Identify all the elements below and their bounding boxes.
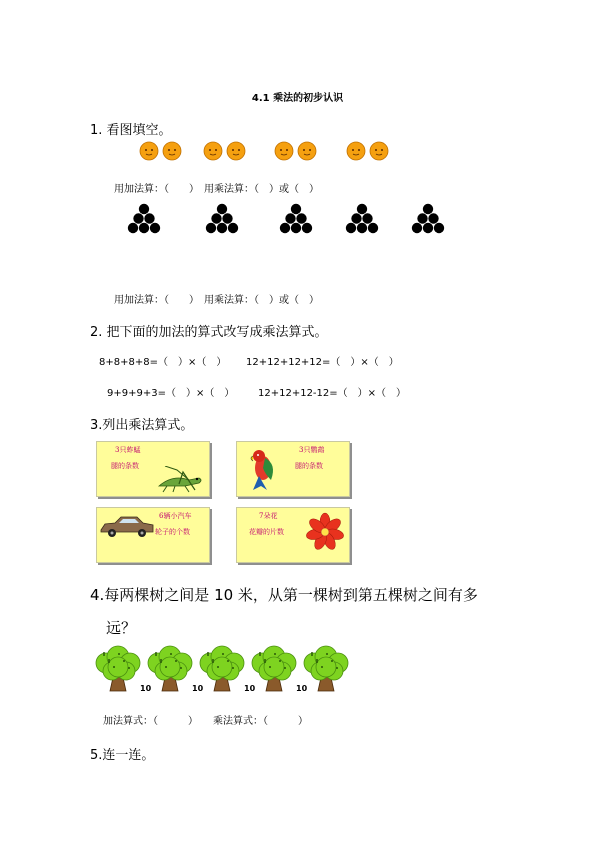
dot — [285, 213, 295, 223]
orange-icon — [347, 142, 365, 160]
card-flower-line2: 花瓣的片数 — [249, 528, 284, 536]
dot — [291, 223, 301, 233]
dot — [423, 223, 433, 233]
dot — [362, 213, 372, 223]
card-car — [96, 507, 210, 563]
card-grasshopper-line2: 腿的条数 — [111, 462, 139, 470]
dot — [217, 204, 227, 214]
q4-heading-line1: 4.每两棵树之间是 10 米，从第一棵树到第五棵树之间有多 — [90, 586, 478, 604]
dot — [357, 223, 367, 233]
dot — [211, 213, 221, 223]
card-parrot — [236, 441, 350, 497]
q3-heading: 3.列出乘法算式。 — [90, 418, 194, 433]
q1-answer-line-a: 用加法算：（ ） 用乘法算：（ ）或（ ） — [114, 184, 319, 195]
orange-icon — [275, 142, 293, 160]
dot-triangle-illustration — [120, 203, 460, 239]
grasshopper-icon — [155, 466, 207, 494]
dot — [150, 223, 160, 233]
q1-heading: 1. 看图填空。 — [90, 123, 172, 138]
tree-icon — [252, 646, 296, 691]
q5-heading: 5.连一连。 — [90, 748, 155, 763]
card-car-line1: 6辆小汽车 — [159, 512, 192, 520]
orange-icon — [227, 142, 245, 160]
dot — [128, 223, 138, 233]
orange-illustration — [138, 140, 398, 162]
tree-icon — [200, 646, 244, 691]
dot — [217, 223, 227, 233]
gap-distance-label: 10 — [192, 684, 204, 693]
dot — [412, 223, 422, 233]
tree-icon — [96, 646, 140, 691]
trees-illustration — [92, 643, 362, 695]
dot — [357, 204, 367, 214]
dot — [139, 223, 149, 233]
dot — [417, 213, 427, 223]
dot — [228, 223, 238, 233]
dot — [368, 223, 378, 233]
orange-icon — [204, 142, 222, 160]
dot — [428, 213, 438, 223]
dot-triangle — [128, 204, 160, 233]
card-flower — [236, 507, 350, 563]
card-flower-line1: 7朵花 — [259, 512, 278, 520]
dot — [291, 204, 301, 214]
dot — [144, 213, 154, 223]
tree-icon — [304, 646, 348, 691]
dot — [280, 223, 290, 233]
dot — [346, 223, 356, 233]
q2-row2-left: 9+9+9+3=（ ）×（ ） — [107, 388, 235, 399]
gap-distance-label: 10 — [140, 684, 152, 693]
orange-icon — [163, 142, 181, 160]
q2-row1-right: 12+12+12+12=（ ）×（ ） — [246, 357, 399, 368]
orange-icon — [140, 142, 158, 160]
q2-row2-right: 12+12+12-12=（ ）×（ ） — [258, 388, 407, 399]
card-parrot-line1: 3只鹦鹉 — [299, 446, 325, 454]
dot — [434, 223, 444, 233]
dot-triangle — [412, 204, 444, 233]
dot-triangle — [206, 204, 238, 233]
q1-answer-line-b: 用加法算：（ ） 用乘法算：（ ）或（ ） — [114, 295, 319, 306]
orange-icon — [298, 142, 316, 160]
card-parrot-line2: 腿的条数 — [295, 462, 323, 470]
dot — [302, 223, 312, 233]
orange-icon — [370, 142, 388, 160]
dot-triangle — [280, 204, 312, 233]
gap-distance-label: 10 — [296, 684, 308, 693]
dot — [206, 223, 216, 233]
q4-answer-line: 加法算式：（ ） 乘法算式：（ ） — [103, 716, 308, 727]
car-icon — [99, 514, 155, 540]
dot — [423, 204, 433, 214]
parrot-icon — [241, 446, 285, 492]
dot — [139, 204, 149, 214]
page-title: 4.1 乘法的初步认识 — [251, 93, 344, 104]
card-grasshopper-line1: 3只蚱蜢 — [115, 446, 141, 454]
flower-icon — [305, 512, 345, 552]
dot-triangle — [346, 204, 378, 233]
q2-row1-left: 8+8+8+8=（ ）×（ ） — [99, 357, 227, 368]
dot — [133, 213, 143, 223]
dot — [222, 213, 232, 223]
tree-icon — [148, 646, 192, 691]
dot — [296, 213, 306, 223]
gap-distance-label: 10 — [244, 684, 256, 693]
q4-heading-line2: 远？ — [106, 619, 137, 637]
q2-heading: 2. 把下面的加法的算式改写成乘法算式。 — [90, 325, 328, 340]
card-car-line2: 轮子的个数 — [155, 528, 190, 536]
dot — [351, 213, 361, 223]
card-grasshopper — [96, 441, 210, 497]
